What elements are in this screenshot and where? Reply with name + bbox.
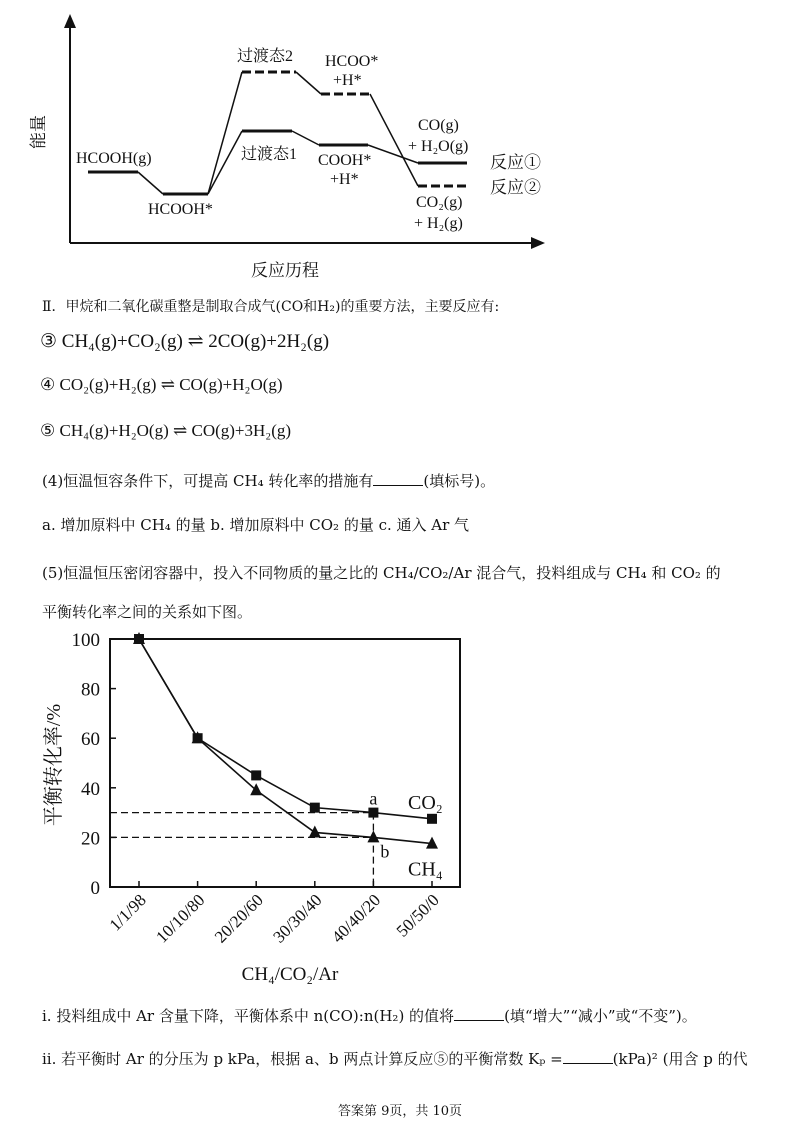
x-tick-label: 10/10/80 <box>152 890 209 947</box>
label-hcoo-1: HCOO* <box>325 53 379 70</box>
path1-mid <box>292 131 319 145</box>
label-reaction1: 反应① <box>490 153 541 172</box>
x-tick-label: 50/50/0 <box>392 890 443 941</box>
path2-up <box>208 72 242 194</box>
equation-3: ③ CH₄(g)+CO₂(g) ⇌ 2CO(g)+2H₂(g) <box>40 331 330 352</box>
label-co-1: CO(g) <box>418 117 459 134</box>
y-tick-label: 80 <box>81 679 100 701</box>
question-ii <box>42 1048 748 1069</box>
page-footer: 答案第 9页，共 10页 <box>337 1104 463 1119</box>
answer-blank-ii[interactable] <box>563 1063 613 1064</box>
label-ts2: 过渡态2 <box>237 48 294 65</box>
conversion-chart <box>0 625 800 995</box>
path1-up <box>208 131 242 194</box>
x-tick-label: 20/20/60 <box>210 890 268 947</box>
question-ii-tail: (kPa)² (用含 p 的代 <box>612 1050 748 1068</box>
label-hcooh-g: HCOOH(g) <box>76 150 152 167</box>
series-label-co2: CO₂ <box>408 791 443 814</box>
point-triangle <box>309 825 321 837</box>
point-square <box>251 770 261 780</box>
series-label-ch4: CH₄ <box>408 858 443 881</box>
question-i-tail: (填“增大”“减小”或“不变”)。 <box>504 1007 697 1025</box>
question-4-tail: (填标号)。 <box>423 472 496 490</box>
label-co2-1: CO₂(g) <box>416 194 463 211</box>
chart-x-label: CH₄/CO₂/Ar <box>241 964 339 985</box>
answer-blank-i[interactable] <box>454 1020 504 1021</box>
y-tick-label: 100 <box>71 630 100 651</box>
equation-4: ④ CO₂(g)+H₂(g) ⇌ CO(g)+H₂O(g) <box>40 375 283 394</box>
label-cooh-1: COOH* <box>318 152 372 169</box>
point-square <box>310 803 320 813</box>
x-tick-label: 30/30/40 <box>269 890 326 947</box>
energy-x-label: 反应历程 <box>251 261 319 280</box>
label-cooh-2: +H* <box>330 171 359 188</box>
question-5-line1: (5)恒温恒压密闭容器中，投入不同物质的量之比的 CH₄/CO₂/Ar 混合气，投料组成与 CH₄ 和 CO₂ 的 <box>42 564 721 582</box>
y-tick-label: 60 <box>81 729 100 751</box>
chart-frame <box>110 639 460 887</box>
question-4 <box>42 470 495 491</box>
question-ii-text: ii. 若平衡时 Ar 的分压为 p kPa，根据 a、b 两点计算反应⑤的平衡常数 Kₚ = <box>42 1050 563 1068</box>
energy-axis-x-arrow <box>531 237 545 249</box>
energy-axis-y-arrow <box>64 14 76 28</box>
question-5-line2: 平衡转化率之间的关系如下图。 <box>42 603 253 621</box>
annotation-a: a <box>369 788 378 809</box>
label-co-2: + H₂O(g) <box>408 138 469 155</box>
energy-y-label: 能量 <box>29 115 48 149</box>
label-co2-2: + H₂(g) <box>414 215 463 232</box>
y-tick-label: 0 <box>90 878 100 899</box>
label-hcoo-2: +H* <box>333 72 362 89</box>
path-desorb <box>138 172 163 194</box>
x-tick-label: 40/40/20 <box>328 890 385 947</box>
series-line-0 <box>139 639 432 819</box>
label-reaction2: 反应② <box>490 178 541 197</box>
energy-profile-diagram <box>0 0 800 290</box>
label-ts1: 过渡态1 <box>241 146 298 163</box>
question-4-options: a. 增加原料中 CH₄ 的量 b. 增加原料中 CO₂ 的量 c. 通入 Ar 气 <box>42 516 470 534</box>
x-tick-label: 1/1/98 <box>105 890 150 935</box>
question-4-text: (4)恒温恒容条件下，可提高 CH₄ 转化率的措施有 <box>42 472 374 490</box>
chart-y-label: 平衡转化率/% <box>43 703 65 827</box>
equation-5: ⑤ CH₄(g)+H₂O(g) ⇌ CO(g)+3H₂(g) <box>40 421 292 440</box>
y-tick-label: 20 <box>81 828 100 850</box>
question-i <box>42 1005 697 1026</box>
point-square <box>427 814 437 824</box>
label-hcooh-ads: HCOOH* <box>148 201 213 218</box>
question-i-text: i. 投料组成中 Ar 含量下降，平衡体系中 n(CO):n(H₂) 的值将 <box>42 1007 455 1025</box>
point-square <box>368 808 378 818</box>
annotation-b: b <box>380 841 390 862</box>
path2-mid <box>296 72 321 94</box>
answer-blank-4[interactable] <box>373 485 423 486</box>
y-tick-label: 40 <box>81 778 100 800</box>
point-triangle <box>250 783 262 795</box>
section2-intro: Ⅱ．甲烷和二氧化碳重整是制取合成气(CO和H₂)的重要方法，主要反应有: <box>42 299 500 315</box>
